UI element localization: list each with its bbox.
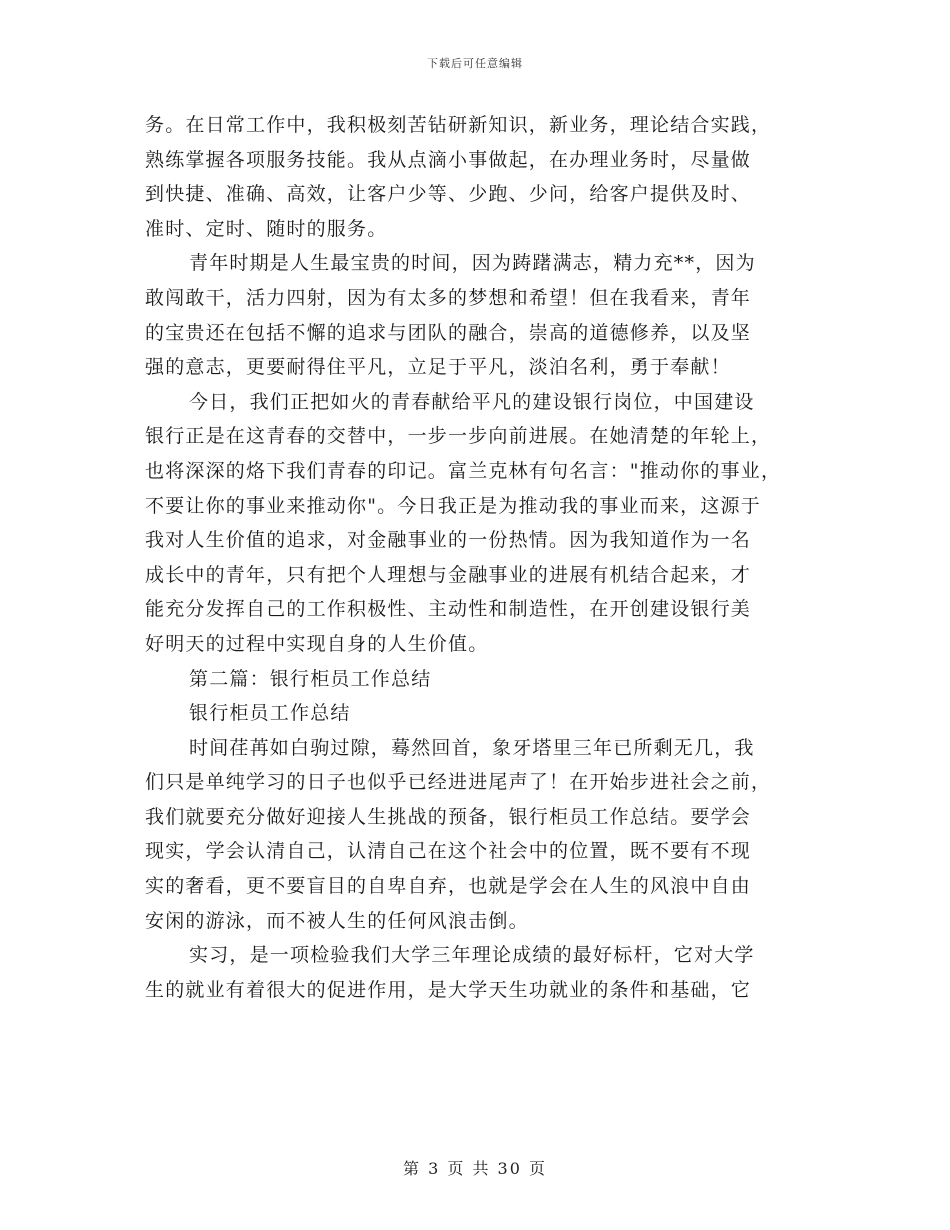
- text-line: 到快捷、准确、高效，让客户少等、少跑、少问，给客户提供及时、: [145, 183, 752, 206]
- text-line: 们只是单纯学习的日子也似乎已经进进尾声了！在开始步进社会之前，: [145, 771, 772, 794]
- document-body: [145, 108, 805, 1007]
- text-line: 今日，我们正把如火的青春献给平凡的建设银行岗位，中国建设: [189, 390, 755, 413]
- text-line: 的宝贵还在包括不懈的追求与团队的融合，崇高的道德修养，以及坚: [145, 321, 752, 344]
- text-line: 青年时期是人生最宝贵的时间，因为踌躇满志，精力充**，因为: [189, 252, 756, 275]
- text-line: 我们就要充分做好迎接人生挑战的预备，银行柜员工作总结。要学会: [145, 805, 752, 828]
- text-line: 安闲的游泳，而不被人生的任何风浪击倒。: [145, 909, 529, 932]
- text-line: 务。在日常工作中，我积极刻苦钻研新知识，新业务，理论结合实践，: [145, 114, 772, 136]
- text-line: 强的意志，更要耐得住平凡，立足于平凡，淡泊名利，勇于奉献！: [145, 356, 731, 379]
- text-line: 熟练掌握各项服务技能。我从点滴小事做起，在办理业务时，尽量做: [145, 148, 752, 171]
- text-line: 敢闯敢干，活力四射，因为有太多的梦想和希望！但在我看来，青年: [145, 286, 752, 309]
- text-line: 第二篇：银行柜员工作总结: [189, 667, 432, 690]
- text-line: 也将深深的烙下我们青春的印记。富兰克林有句名言："推动你的事业，: [145, 459, 782, 482]
- text-line: 好明天的过程中实现自身的人生价值。: [145, 632, 489, 655]
- text-line: 银行正是在这青春的交替中，一步一步向前进展。在她清楚的年轮上，: [145, 425, 772, 448]
- text-line: 实习，是一项检验我们大学三年理论成绩的最好标杆，它对大学: [189, 944, 755, 967]
- page-number-footer: 第 3 页 共 30 页: [403, 1159, 547, 1178]
- text-line: 成长中的青年，只有把个人理想与金融事业的进展有机结合起来，才: [145, 563, 752, 586]
- page-header: 下载后可任意编辑: [427, 57, 523, 70]
- text-line: 实的奢看，更不要盲目的自卑自弃，也就是学会在人生的风浪中自由: [145, 875, 752, 898]
- text-line: 准时、定时、随时的服务。: [145, 217, 388, 240]
- text-line: 我对人生价值的追求，对金融事业的一份热情。因为我知道作为一名: [145, 529, 752, 552]
- text-line: 生的就业有着很大的促进作用，是大学天生功就业的条件和基础，它: [145, 978, 752, 1001]
- text-line: 现实，学会认清自己，认清自己在这个社会中的位置，既不要有不现: [145, 840, 752, 863]
- text-line: 能充分发挥自己的工作积极性、主动性和制造性，在开创建设银行美: [145, 598, 752, 621]
- text-line: 银行柜员工作总结: [189, 702, 351, 725]
- text-line: 不要让你的事业来推动你"。今日我正是为推动我的事业而来，这源于: [145, 494, 761, 517]
- text-line: 时间荏苒如白驹过隙，蓦然回首，象牙塔里三年已所剩无几，我: [189, 736, 755, 759]
